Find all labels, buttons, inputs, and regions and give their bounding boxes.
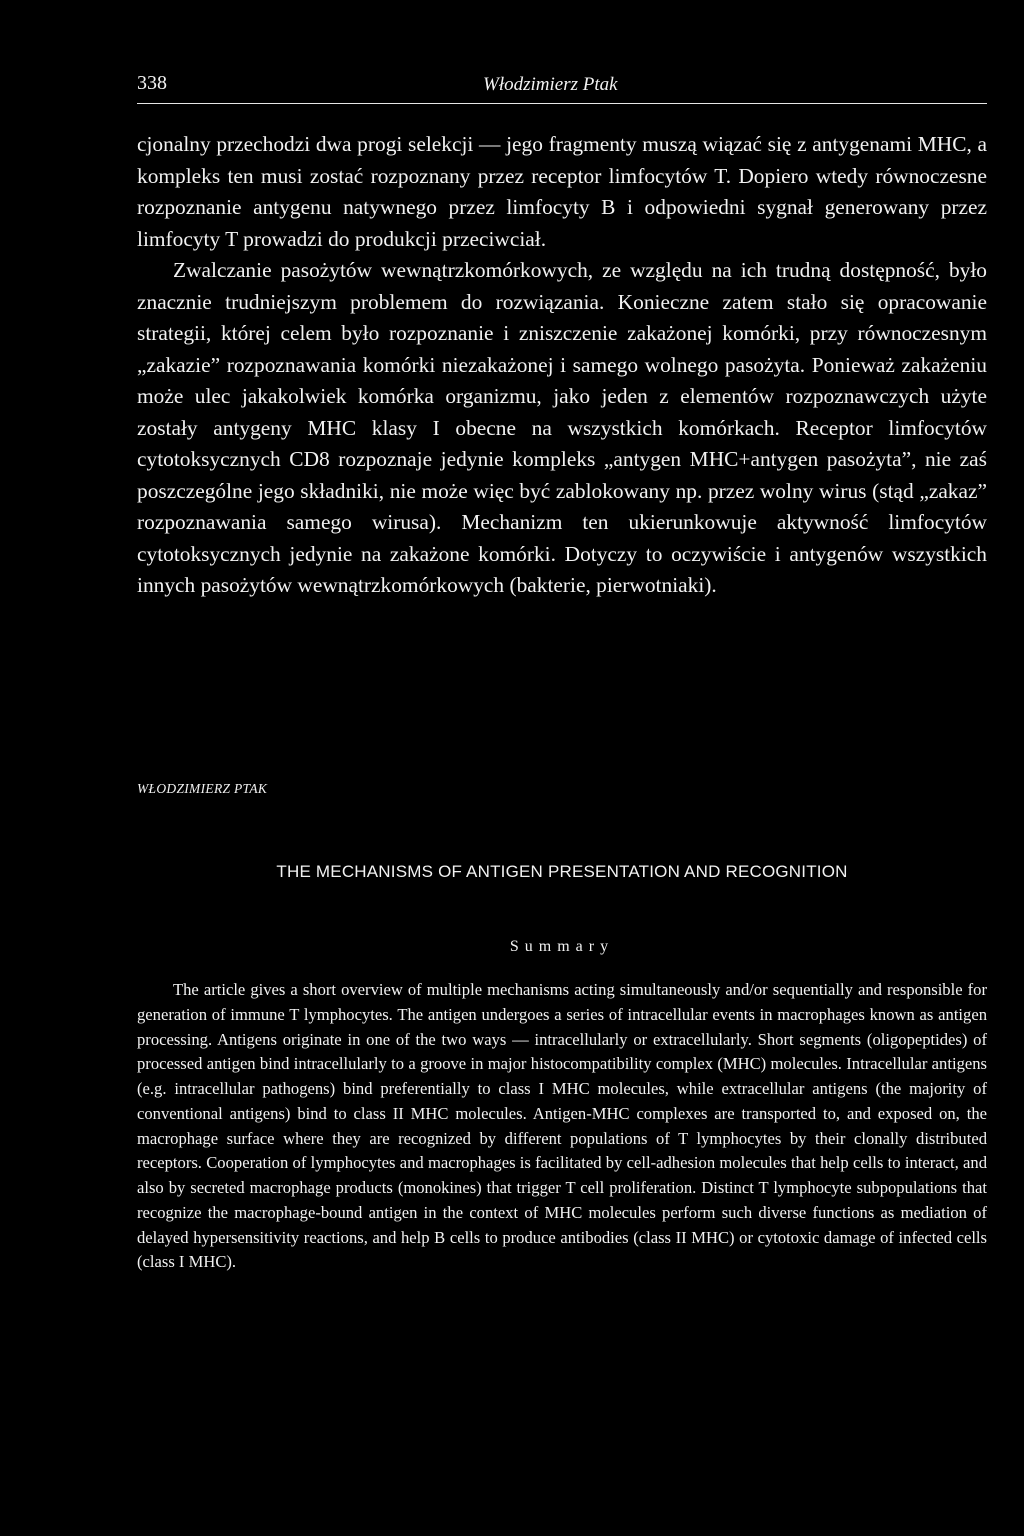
body-text (137, 129, 987, 602)
body-paragraph: Zwalczanie pasożytów wewnątrzkomórkowych, ze względu na ich trudną dostępność, było znacznie trudniejszym problemem do rozwiązania. Konieczne zatem stało się opracowanie strategii, której celem było rozpoznanie i zniszczenie zakażonej komórki, przy równoczesnym „zakazie” rozpoznawania komórki niezakażonej i samego wolnego pasożyta. Ponieważ zakażeniu może ulec jakakolwiek komórka organizmu, jako jeden z elementów rozpoznawczych użyte zostały antygeny MHC klasy I obecne na wszystkich komórkach. Receptor limfocytów cytotoksycznych CD8 rozpoznaje jedynie kompleks „antygen MHC+antygen pasożyta”, nie zaś poszczególne jego składniki, nie może więc być zablokowany np. przez wolny wirus (stąd „zakaz” rozpoznawania samego wirusa). Mechanizm ten ukierunkowuje aktywność limfocytów cytotoksycznych jedynie na zakażone komórki. Dotyczy to oczywiście i antygenów wszystkich innych pasożytów wewnątrzkomórkowych (bakterie, pierwotniaki). (137, 258, 987, 597)
body-paragraph: cjonalny przechodzi dwa progi selekcji — jego fragmenty muszą wiązać się z antygenami MHC, a kompleks ten musi zostać rozpoznany przez receptor limfocytów T. Dopiero wtedy równoczesne rozpoznanie antygenu natywnego przez limfocyty B i odpowiedni sygnał generowany przez limfocyty T prowadzi do produkcji przeciwciał. (137, 132, 987, 251)
summary-title: THE MECHANISMS OF ANTIGEN PRESENTATION AND RECOGNITION (276, 862, 848, 881)
summary-paragraph: The article gives a short overview of multiple mechanisms acting simultaneously and/or sequentially and responsible for generation of immune T lymphocytes. The antigen undergoes a series of intracellular events in macrophages known as antigen processing. Antigens originate in one of the two ways — intracellularly or extracellularly. Short segments (oligopeptides) of processed antigen bind intracellularly to a groove in major histocompatibility complex (MHC) molecules. Intracellular antigens (e.g. intracellular pathogens) bind preferentially to class I MHC molecules, while extracellular antigens (the majority of conventional antigens) bind to class II MHC molecules. Antigen-MHC complexes are transported to, and exposed on, the macrophage surface where they are recognized by different populations of T lymphocytes by their clonally distributed receptors. Cooperation of lymphocytes and macrophages is facilitated by cell-adhesion molecules that help cells to interact, and also by secreted macrophage products (monokines) that trigger T cell proliferation. Distinct T lymphocyte subpopulations that recognize the macrophage-bound antigen in the context of MHC molecules perform such diverse functions as mediation of delayed hypersensitivity reactions, and help B cells to produce antibodies (class II MHC) or cytotoxic damage of infected cells (class I MHC). (137, 980, 987, 1272)
running-head (137, 72, 987, 102)
summary-heading: Summary (509, 938, 615, 955)
header-rule (137, 103, 987, 104)
page-number: 338 (137, 72, 167, 94)
summary-author: WŁODZIMIERZ PTAK (137, 781, 268, 796)
running-author: Włodzimierz Ptak (483, 74, 618, 95)
